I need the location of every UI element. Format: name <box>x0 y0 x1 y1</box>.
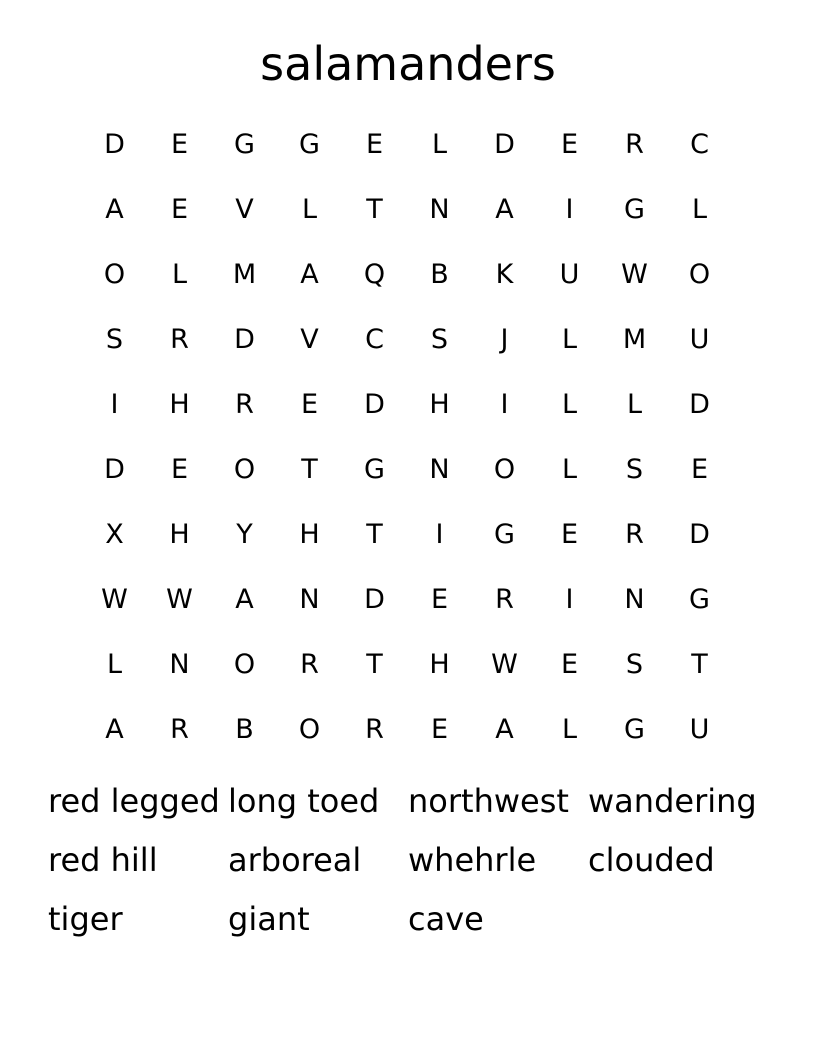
grid-letter: R <box>625 129 644 160</box>
grid-letter: G <box>234 129 255 160</box>
grid-letter: T <box>366 194 383 225</box>
grid-letter: M <box>622 324 647 355</box>
grid-letter: L <box>561 324 578 355</box>
grid-letter: W <box>491 649 518 680</box>
grid-letter: V <box>235 194 254 225</box>
grid-letter: L <box>301 194 318 225</box>
grid-letter: D <box>689 519 710 550</box>
grid-letter: H <box>169 389 190 420</box>
word-list-item: wandering <box>588 782 757 820</box>
word-list-item: whehrle <box>408 841 537 879</box>
grid-letter: I <box>500 389 509 420</box>
grid-letter: N <box>624 584 645 615</box>
grid-letter: Y <box>236 519 253 550</box>
word-list <box>48 772 768 949</box>
grid-letter: U <box>559 259 580 290</box>
grid-letter: O <box>493 454 516 485</box>
grid-letter: G <box>494 519 515 550</box>
grid-letter: L <box>561 454 578 485</box>
word-list-item: northwest <box>408 782 569 820</box>
grid-letter: D <box>689 389 710 420</box>
letter-grid <box>82 112 732 762</box>
grid-letter: E <box>300 389 319 420</box>
grid-letter: S <box>105 324 124 355</box>
grid-letter: I <box>110 389 119 420</box>
grid-letter: R <box>170 714 189 745</box>
grid-letter: C <box>690 129 709 160</box>
grid-letter: G <box>624 714 645 745</box>
grid-letter: J <box>500 324 509 355</box>
grid-letter: H <box>169 519 190 550</box>
grid-letter: R <box>495 584 514 615</box>
grid-letter: O <box>298 714 321 745</box>
grid-letter: H <box>299 519 320 550</box>
grid-letter: D <box>364 584 385 615</box>
grid-letter: E <box>560 519 579 550</box>
grid-letter: G <box>689 584 710 615</box>
grid-letter: H <box>429 389 450 420</box>
grid-letter: L <box>626 389 643 420</box>
grid-letter: Q <box>363 259 386 290</box>
grid-letter: D <box>104 129 125 160</box>
grid-letter: W <box>621 259 648 290</box>
grid-letter: A <box>235 584 254 615</box>
grid-letter: E <box>560 129 579 160</box>
grid-letter: U <box>689 324 710 355</box>
word-list-item: red hill <box>48 841 158 879</box>
grid-letter: N <box>169 649 190 680</box>
grid-letter: L <box>106 649 123 680</box>
grid-letter: D <box>234 324 255 355</box>
grid-letter: I <box>565 584 574 615</box>
grid-letter: M <box>232 259 257 290</box>
word-list-item: clouded <box>588 841 715 879</box>
word-list-item: cave <box>408 900 484 938</box>
grid-letter: X <box>105 519 124 550</box>
word-list-item: red legged <box>48 782 220 820</box>
grid-letter: E <box>170 129 189 160</box>
grid-letter: W <box>166 584 193 615</box>
grid-letter: O <box>688 259 711 290</box>
grid-letter: I <box>435 519 444 550</box>
grid-letter: D <box>104 454 125 485</box>
grid-letter: R <box>170 324 189 355</box>
grid-letter: B <box>235 714 254 745</box>
grid-letter: E <box>560 649 579 680</box>
grid-letter: U <box>689 714 710 745</box>
grid-letter: K <box>495 259 514 290</box>
grid-letter: E <box>170 194 189 225</box>
grid-letter: C <box>365 324 384 355</box>
grid-letter: A <box>105 194 124 225</box>
grid-letter: G <box>299 129 320 160</box>
grid-letter: R <box>625 519 644 550</box>
grid-letter: R <box>235 389 254 420</box>
word-list-item: tiger <box>48 900 123 938</box>
grid-letter: T <box>366 649 383 680</box>
word-list-item: long toed <box>228 782 380 820</box>
grid-letter: H <box>429 649 450 680</box>
grid-letter: T <box>691 649 708 680</box>
grid-letter: E <box>170 454 189 485</box>
grid-letter: R <box>365 714 384 745</box>
grid-letter: A <box>300 259 319 290</box>
grid-letter: S <box>625 649 644 680</box>
grid-letter: E <box>690 454 709 485</box>
grid-letter: D <box>364 389 385 420</box>
grid-letter: B <box>430 259 449 290</box>
grid-letter: O <box>233 649 256 680</box>
grid-letter: V <box>300 324 319 355</box>
grid-letter: E <box>365 129 384 160</box>
grid-letter: A <box>495 194 514 225</box>
word-list-item: arboreal <box>228 841 362 879</box>
grid-letter: R <box>300 649 319 680</box>
grid-letter: G <box>624 194 645 225</box>
grid-letter: T <box>366 519 383 550</box>
word-list-item: giant <box>228 900 310 938</box>
grid-letter: S <box>625 454 644 485</box>
grid-letter: L <box>561 389 578 420</box>
grid-letter: I <box>565 194 574 225</box>
grid-letter: L <box>561 714 578 745</box>
grid-letter: A <box>105 714 124 745</box>
grid-letter: N <box>299 584 320 615</box>
grid-letter: W <box>101 584 128 615</box>
grid-letter: G <box>364 454 385 485</box>
grid-letter: A <box>495 714 514 745</box>
puzzle-title: salamanders <box>260 37 556 91</box>
grid-letter: L <box>171 259 188 290</box>
grid-letter: O <box>233 454 256 485</box>
grid-letter: D <box>494 129 515 160</box>
grid-letter: O <box>103 259 126 290</box>
grid-letter: L <box>431 129 448 160</box>
grid-letter: L <box>691 194 708 225</box>
grid-letter: E <box>430 584 449 615</box>
grid-letter: S <box>430 324 449 355</box>
grid-letter: T <box>301 454 318 485</box>
grid-letter: N <box>429 454 450 485</box>
grid-letter: E <box>430 714 449 745</box>
grid-letter: N <box>429 194 450 225</box>
